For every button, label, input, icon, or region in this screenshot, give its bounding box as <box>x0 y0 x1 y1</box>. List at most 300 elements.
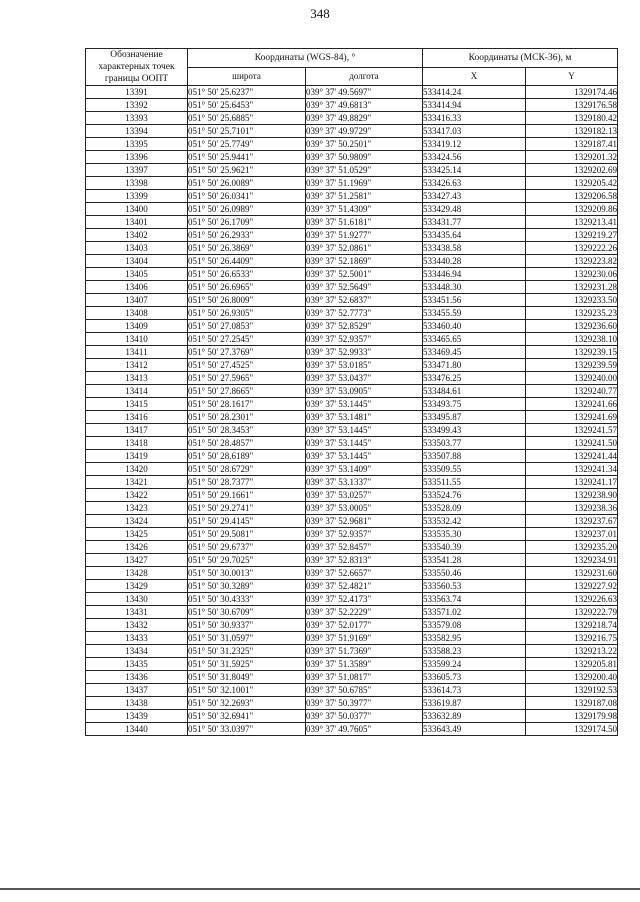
point-id-cell: 13424 <box>86 515 188 528</box>
x-coordinate-cell: 533469.45 <box>423 346 526 359</box>
x-coordinate-cell: 533582.95 <box>423 632 526 645</box>
latitude-cell: 051° 50' 25.6237" <box>188 86 306 99</box>
header-x: X <box>423 67 526 86</box>
y-coordinate-cell: 1329237.67 <box>526 515 618 528</box>
latitude-cell: 051° 50' 26.0989" <box>188 203 306 216</box>
y-coordinate-cell: 1329179.98 <box>526 710 618 723</box>
y-coordinate-cell: 1329222.26 <box>526 242 618 255</box>
longitude-cell: 039° 37' 53.1445" <box>306 450 423 463</box>
latitude-cell: 051° 50' 30.9337" <box>188 619 306 632</box>
header-designation: Обозначение характерных точек границы ООПТ <box>86 49 188 86</box>
table-row <box>86 411 618 424</box>
y-coordinate-cell: 1329174.46 <box>526 86 618 99</box>
table-body <box>86 86 618 736</box>
y-coordinate-cell: 1329200.40 <box>526 671 618 684</box>
table-row <box>86 385 618 398</box>
table-row <box>86 203 618 216</box>
x-coordinate-cell: 533540.39 <box>423 541 526 554</box>
point-id-cell: 13414 <box>86 385 188 398</box>
y-coordinate-cell: 1329213.41 <box>526 216 618 229</box>
table-row <box>86 138 618 151</box>
longitude-cell: 039° 37' 53.0437" <box>306 372 423 385</box>
latitude-cell: 051° 50' 25.6885" <box>188 112 306 125</box>
latitude-cell: 051° 50' 27.8665" <box>188 385 306 398</box>
x-coordinate-cell: 533532.42 <box>423 515 526 528</box>
point-id-cell: 13438 <box>86 697 188 710</box>
x-coordinate-cell: 533414.24 <box>423 86 526 99</box>
point-id-cell: 13430 <box>86 593 188 606</box>
latitude-cell: 051° 50' 27.0853" <box>188 320 306 333</box>
x-coordinate-cell: 533560.53 <box>423 580 526 593</box>
longitude-cell: 039° 37' 52.9357" <box>306 333 423 346</box>
point-id-cell: 13400 <box>86 203 188 216</box>
x-coordinate-cell: 533435.64 <box>423 229 526 242</box>
x-coordinate-cell: 533509.55 <box>423 463 526 476</box>
y-coordinate-cell: 1329234.91 <box>526 554 618 567</box>
longitude-cell: 039° 37' 49.8829" <box>306 112 423 125</box>
header-latitude: широта <box>188 67 306 86</box>
longitude-cell: 039° 37' 51.7369" <box>306 645 423 658</box>
x-coordinate-cell: 533440.28 <box>423 255 526 268</box>
y-coordinate-cell: 1329240.77 <box>526 385 618 398</box>
header-msk36: Координаты (МСК-36), м <box>423 49 618 68</box>
table-row <box>86 242 618 255</box>
x-coordinate-cell: 533465.65 <box>423 333 526 346</box>
latitude-cell: 051° 50' 28.2301" <box>188 411 306 424</box>
longitude-cell: 039° 37' 53.1481" <box>306 411 423 424</box>
table-row <box>86 216 618 229</box>
latitude-cell: 051° 50' 30.6709" <box>188 606 306 619</box>
latitude-cell: 051° 50' 27.3769" <box>188 346 306 359</box>
longitude-cell: 039° 37' 52.7773" <box>306 307 423 320</box>
table-row <box>86 528 618 541</box>
x-coordinate-cell: 533424.56 <box>423 151 526 164</box>
y-coordinate-cell: 1329240.00 <box>526 372 618 385</box>
latitude-cell: 051° 50' 28.6189" <box>188 450 306 463</box>
x-coordinate-cell: 533588.23 <box>423 645 526 658</box>
table-row <box>86 86 618 99</box>
x-coordinate-cell: 533528.09 <box>423 502 526 515</box>
x-coordinate-cell: 533493.75 <box>423 398 526 411</box>
table-row <box>86 437 618 450</box>
table-row <box>86 710 618 723</box>
longitude-cell: 039° 37' 53.0185" <box>306 359 423 372</box>
longitude-cell: 039° 37' 49.6813" <box>306 99 423 112</box>
longitude-cell: 039° 37' 53.1445" <box>306 398 423 411</box>
latitude-cell: 051° 50' 26.2933" <box>188 229 306 242</box>
latitude-cell: 051° 50' 29.5081" <box>188 528 306 541</box>
x-coordinate-cell: 533499.43 <box>423 424 526 437</box>
y-coordinate-cell: 1329241.66 <box>526 398 618 411</box>
table-row <box>86 723 618 736</box>
table-row <box>86 632 618 645</box>
longitude-cell: 039° 37' 52.8529" <box>306 320 423 333</box>
y-coordinate-cell: 1329192.53 <box>526 684 618 697</box>
longitude-cell: 039° 37' 50.6785" <box>306 684 423 697</box>
table-row <box>86 515 618 528</box>
y-coordinate-cell: 1329187.41 <box>526 138 618 151</box>
table-row <box>86 372 618 385</box>
table-row <box>86 346 618 359</box>
y-coordinate-cell: 1329233.50 <box>526 294 618 307</box>
longitude-cell: 039° 37' 50.3977" <box>306 697 423 710</box>
y-coordinate-cell: 1329241.34 <box>526 463 618 476</box>
y-coordinate-cell: 1329219.27 <box>526 229 618 242</box>
x-coordinate-cell: 533571.02 <box>423 606 526 619</box>
latitude-cell: 051° 50' 31.2325" <box>188 645 306 658</box>
y-coordinate-cell: 1329241.44 <box>526 450 618 463</box>
point-id-cell: 13412 <box>86 359 188 372</box>
table-row <box>86 307 618 320</box>
longitude-cell: 039° 37' 52.8457" <box>306 541 423 554</box>
point-id-cell: 13404 <box>86 255 188 268</box>
point-id-cell: 13415 <box>86 398 188 411</box>
latitude-cell: 051° 50' 29.4145" <box>188 515 306 528</box>
y-coordinate-cell: 1329235.23 <box>526 307 618 320</box>
latitude-cell: 051° 50' 26.1709" <box>188 216 306 229</box>
x-coordinate-cell: 533579.08 <box>423 619 526 632</box>
table-row <box>86 333 618 346</box>
table-row <box>86 151 618 164</box>
latitude-cell: 051° 50' 27.5965" <box>188 372 306 385</box>
point-id-cell: 13419 <box>86 450 188 463</box>
table-row <box>86 554 618 567</box>
longitude-cell: 039° 37' 52.5649" <box>306 281 423 294</box>
y-coordinate-cell: 1329231.60 <box>526 567 618 580</box>
latitude-cell: 051° 50' 28.7377" <box>188 476 306 489</box>
point-id-cell: 13406 <box>86 281 188 294</box>
latitude-cell: 051° 50' 27.2545" <box>188 333 306 346</box>
point-id-cell: 13394 <box>86 125 188 138</box>
point-id-cell: 13427 <box>86 554 188 567</box>
y-coordinate-cell: 1329205.81 <box>526 658 618 671</box>
latitude-cell: 051° 50' 26.4409" <box>188 255 306 268</box>
table-row <box>86 567 618 580</box>
point-id-cell: 13432 <box>86 619 188 632</box>
y-coordinate-cell: 1329201.32 <box>526 151 618 164</box>
longitude-cell: 039° 37' 49.9729" <box>306 125 423 138</box>
x-coordinate-cell: 533419.12 <box>423 138 526 151</box>
point-id-cell: 13397 <box>86 164 188 177</box>
x-coordinate-cell: 533511.55 <box>423 476 526 489</box>
x-coordinate-cell: 533541.28 <box>423 554 526 567</box>
point-id-cell: 13403 <box>86 242 188 255</box>
x-coordinate-cell: 533524.76 <box>423 489 526 502</box>
point-id-cell: 13410 <box>86 333 188 346</box>
point-id-cell: 13409 <box>86 320 188 333</box>
table-row <box>86 671 618 684</box>
latitude-cell: 051° 50' 32.2693" <box>188 697 306 710</box>
y-coordinate-cell: 1329205.42 <box>526 177 618 190</box>
point-id-cell: 13402 <box>86 229 188 242</box>
header-longitude: долгота <box>306 67 423 86</box>
y-coordinate-cell: 1329241.50 <box>526 437 618 450</box>
longitude-cell: 039° 37' 53.1445" <box>306 437 423 450</box>
x-coordinate-cell: 533417.03 <box>423 125 526 138</box>
point-id-cell: 13408 <box>86 307 188 320</box>
x-coordinate-cell: 533484.61 <box>423 385 526 398</box>
table-row <box>86 320 618 333</box>
latitude-cell: 051° 50' 31.5925" <box>188 658 306 671</box>
y-coordinate-cell: 1329227.92 <box>526 580 618 593</box>
x-coordinate-cell: 533414.94 <box>423 99 526 112</box>
table-row <box>86 164 618 177</box>
latitude-cell: 051° 50' 32.6941" <box>188 710 306 723</box>
y-coordinate-cell: 1329174.50 <box>526 723 618 736</box>
x-coordinate-cell: 533460.40 <box>423 320 526 333</box>
y-coordinate-cell: 1329230.06 <box>526 268 618 281</box>
table-row <box>86 190 618 203</box>
point-id-cell: 13411 <box>86 346 188 359</box>
point-id-cell: 13429 <box>86 580 188 593</box>
x-coordinate-cell: 533438.58 <box>423 242 526 255</box>
point-id-cell: 13436 <box>86 671 188 684</box>
longitude-cell: 039° 37' 53.1409" <box>306 463 423 476</box>
table-row <box>86 684 618 697</box>
table-row <box>86 645 618 658</box>
point-id-cell: 13420 <box>86 463 188 476</box>
y-coordinate-cell: 1329216.75 <box>526 632 618 645</box>
table-row <box>86 398 618 411</box>
table-row <box>86 255 618 268</box>
longitude-cell: 039° 37' 52.9357" <box>306 528 423 541</box>
table-row <box>86 450 618 463</box>
y-coordinate-cell: 1329239.59 <box>526 359 618 372</box>
table-row <box>86 580 618 593</box>
latitude-cell: 051° 50' 27.4525" <box>188 359 306 372</box>
x-coordinate-cell: 533431.77 <box>423 216 526 229</box>
latitude-cell: 051° 50' 25.9621" <box>188 164 306 177</box>
longitude-cell: 039° 37' 52.4173" <box>306 593 423 606</box>
latitude-cell: 051° 50' 26.3869" <box>188 242 306 255</box>
point-id-cell: 13398 <box>86 177 188 190</box>
longitude-cell: 039° 37' 52.1869" <box>306 255 423 268</box>
longitude-cell: 039° 37' 51.9169" <box>306 632 423 645</box>
table-row <box>86 125 618 138</box>
latitude-cell: 051° 50' 30.3289" <box>188 580 306 593</box>
latitude-cell: 051° 50' 26.8009" <box>188 294 306 307</box>
point-id-cell: 13391 <box>86 86 188 99</box>
longitude-cell: 039° 37' 52.8313" <box>306 554 423 567</box>
longitude-cell: 039° 37' 52.5001" <box>306 268 423 281</box>
x-coordinate-cell: 533643.49 <box>423 723 526 736</box>
longitude-cell: 039° 37' 50.2501" <box>306 138 423 151</box>
x-coordinate-cell: 533632.89 <box>423 710 526 723</box>
y-coordinate-cell: 1329187.08 <box>526 697 618 710</box>
longitude-cell: 039° 37' 52.0861" <box>306 242 423 255</box>
y-coordinate-cell: 1329218.74 <box>526 619 618 632</box>
latitude-cell: 051° 50' 31.0597" <box>188 632 306 645</box>
longitude-cell: 039° 37' 53.1445" <box>306 424 423 437</box>
y-coordinate-cell: 1329235.20 <box>526 541 618 554</box>
longitude-cell: 039° 37' 50.0377" <box>306 710 423 723</box>
point-id-cell: 13431 <box>86 606 188 619</box>
longitude-cell: 039° 37' 52.2229" <box>306 606 423 619</box>
table-row <box>86 112 618 125</box>
header-y: Y <box>526 67 618 86</box>
table-row <box>86 697 618 710</box>
table-row <box>86 177 618 190</box>
latitude-cell: 051° 50' 28.1617" <box>188 398 306 411</box>
latitude-cell: 051° 50' 28.3453" <box>188 424 306 437</box>
y-coordinate-cell: 1329238.36 <box>526 502 618 515</box>
footer-divider <box>0 888 640 890</box>
x-coordinate-cell: 533550.46 <box>423 567 526 580</box>
longitude-cell: 039° 37' 51.1969" <box>306 177 423 190</box>
table-row <box>86 593 618 606</box>
table-row <box>86 541 618 554</box>
latitude-cell: 051° 50' 26.0341" <box>188 190 306 203</box>
x-coordinate-cell: 533446.94 <box>423 268 526 281</box>
longitude-cell: 039° 37' 51.4309" <box>306 203 423 216</box>
point-id-cell: 13428 <box>86 567 188 580</box>
table-row <box>86 658 618 671</box>
longitude-cell: 039° 37' 51.3589" <box>306 658 423 671</box>
y-coordinate-cell: 1329222.79 <box>526 606 618 619</box>
point-id-cell: 13437 <box>86 684 188 697</box>
x-coordinate-cell: 533599.24 <box>423 658 526 671</box>
point-id-cell: 13426 <box>86 541 188 554</box>
table-row <box>86 294 618 307</box>
longitude-cell: 039° 37' 52.9933" <box>306 346 423 359</box>
point-id-cell: 13399 <box>86 190 188 203</box>
y-coordinate-cell: 1329182.13 <box>526 125 618 138</box>
header-wgs84: Координаты (WGS-84), ° <box>188 49 423 68</box>
point-id-cell: 13418 <box>86 437 188 450</box>
x-coordinate-cell: 533471.80 <box>423 359 526 372</box>
point-id-cell: 13413 <box>86 372 188 385</box>
longitude-cell: 039° 37' 53.0257" <box>306 489 423 502</box>
point-id-cell: 13423 <box>86 502 188 515</box>
point-id-cell: 13434 <box>86 645 188 658</box>
latitude-cell: 051° 50' 25.6453" <box>188 99 306 112</box>
point-id-cell: 13439 <box>86 710 188 723</box>
point-id-cell: 13401 <box>86 216 188 229</box>
latitude-cell: 051° 50' 29.6737" <box>188 541 306 554</box>
y-coordinate-cell: 1329202.69 <box>526 164 618 177</box>
table-row <box>86 476 618 489</box>
x-coordinate-cell: 533495.87 <box>423 411 526 424</box>
point-id-cell: 13416 <box>86 411 188 424</box>
y-coordinate-cell: 1329236.60 <box>526 320 618 333</box>
latitude-cell: 051° 50' 32.1001" <box>188 684 306 697</box>
x-coordinate-cell: 533605.73 <box>423 671 526 684</box>
point-id-cell: 13407 <box>86 294 188 307</box>
y-coordinate-cell: 1329209.86 <box>526 203 618 216</box>
latitude-cell: 051° 50' 25.7101" <box>188 125 306 138</box>
page-number: 348 <box>310 6 330 21</box>
latitude-cell: 051° 50' 30.0013" <box>188 567 306 580</box>
longitude-cell: 039° 37' 52.6657" <box>306 567 423 580</box>
point-id-cell: 13421 <box>86 476 188 489</box>
point-id-cell: 13422 <box>86 489 188 502</box>
longitude-cell: 039° 37' 53.0005" <box>306 502 423 515</box>
latitude-cell: 051° 50' 33.0397" <box>188 723 306 736</box>
latitude-cell: 051° 50' 26.6533" <box>188 268 306 281</box>
longitude-cell: 039° 37' 53.0905" <box>306 385 423 398</box>
latitude-cell: 051° 50' 30.4333" <box>188 593 306 606</box>
latitude-cell: 051° 50' 28.4857" <box>188 437 306 450</box>
latitude-cell: 051° 50' 29.7025" <box>188 554 306 567</box>
point-id-cell: 13405 <box>86 268 188 281</box>
latitude-cell: 051° 50' 26.0089" <box>188 177 306 190</box>
latitude-cell: 051° 50' 26.6965" <box>188 281 306 294</box>
latitude-cell: 051° 50' 25.7749" <box>188 138 306 151</box>
longitude-cell: 039° 37' 52.9681" <box>306 515 423 528</box>
x-coordinate-cell: 533503.77 <box>423 437 526 450</box>
x-coordinate-cell: 533429.48 <box>423 203 526 216</box>
x-coordinate-cell: 533425.14 <box>423 164 526 177</box>
table-row <box>86 489 618 502</box>
longitude-cell: 039° 37' 49.7605" <box>306 723 423 736</box>
latitude-cell: 051° 50' 25.9441" <box>188 151 306 164</box>
table-row <box>86 463 618 476</box>
longitude-cell: 039° 37' 50.9809" <box>306 151 423 164</box>
table-row <box>86 502 618 515</box>
x-coordinate-cell: 533535.30 <box>423 528 526 541</box>
table-row <box>86 619 618 632</box>
longitude-cell: 039° 37' 51.0817" <box>306 671 423 684</box>
point-id-cell: 13425 <box>86 528 188 541</box>
x-coordinate-cell: 533455.59 <box>423 307 526 320</box>
x-coordinate-cell: 533451.56 <box>423 294 526 307</box>
table-row <box>86 268 618 281</box>
latitude-cell: 051° 50' 29.2741" <box>188 502 306 515</box>
y-coordinate-cell: 1329223.82 <box>526 255 618 268</box>
y-coordinate-cell: 1329231.28 <box>526 281 618 294</box>
coordinates-table <box>85 48 618 736</box>
x-coordinate-cell: 533426.63 <box>423 177 526 190</box>
longitude-cell: 039° 37' 52.0177" <box>306 619 423 632</box>
latitude-cell: 051° 50' 31.8049" <box>188 671 306 684</box>
point-id-cell: 13396 <box>86 151 188 164</box>
y-coordinate-cell: 1329238.90 <box>526 489 618 502</box>
table-header <box>86 49 618 86</box>
y-coordinate-cell: 1329237.01 <box>526 528 618 541</box>
y-coordinate-cell: 1329238.10 <box>526 333 618 346</box>
y-coordinate-cell: 1329239.15 <box>526 346 618 359</box>
longitude-cell: 039° 37' 52.4821" <box>306 580 423 593</box>
latitude-cell: 051° 50' 26.9305" <box>188 307 306 320</box>
longitude-cell: 039° 37' 51.9277" <box>306 229 423 242</box>
x-coordinate-cell: 533416.33 <box>423 112 526 125</box>
longitude-cell: 039° 37' 53.1337" <box>306 476 423 489</box>
point-id-cell: 13395 <box>86 138 188 151</box>
longitude-cell: 039° 37' 51.2581" <box>306 190 423 203</box>
point-id-cell: 13393 <box>86 112 188 125</box>
longitude-cell: 039° 37' 52.6837" <box>306 294 423 307</box>
latitude-cell: 051° 50' 29.1661" <box>188 489 306 502</box>
y-coordinate-cell: 1329176.58 <box>526 99 618 112</box>
y-coordinate-cell: 1329226.63 <box>526 593 618 606</box>
longitude-cell: 039° 37' 49.5697" <box>306 86 423 99</box>
y-coordinate-cell: 1329213.22 <box>526 645 618 658</box>
latitude-cell: 051° 50' 28.6729" <box>188 463 306 476</box>
x-coordinate-cell: 533563.74 <box>423 593 526 606</box>
y-coordinate-cell: 1329206.58 <box>526 190 618 203</box>
longitude-cell: 039° 37' 51.0529" <box>306 164 423 177</box>
y-coordinate-cell: 1329241.57 <box>526 424 618 437</box>
table-row <box>86 229 618 242</box>
point-id-cell: 13417 <box>86 424 188 437</box>
longitude-cell: 039° 37' 51.6181" <box>306 216 423 229</box>
x-coordinate-cell: 533619.87 <box>423 697 526 710</box>
point-id-cell: 13440 <box>86 723 188 736</box>
point-id-cell: 13433 <box>86 632 188 645</box>
table-row <box>86 606 618 619</box>
x-coordinate-cell: 533507.88 <box>423 450 526 463</box>
y-coordinate-cell: 1329241.17 <box>526 476 618 489</box>
